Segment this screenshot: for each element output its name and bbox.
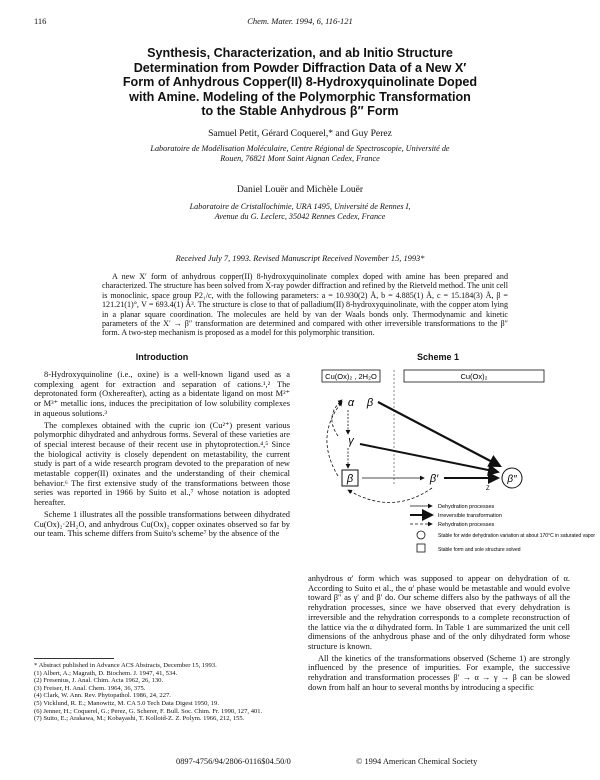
- affiliation-line: Avenue du G. Leclerc, 35042 Rennes Cedex, France: [214, 212, 386, 221]
- author-list-2: Daniel Louër and Michèle Louër: [236, 184, 364, 195]
- footnote: * Abstract published in Advance ACS Abstracts, December 15, 1993.: [34, 662, 217, 669]
- affiliation-line: Laboratoire de Cristallochimie, URA 1495, Université de Rennes I,: [189, 202, 411, 211]
- title-line: to the Stable Anhydrous β″ Form: [201, 104, 399, 119]
- arrow-alpha-beta-double-prime: [378, 402, 500, 466]
- copyright: © 1994 American Chemical Society: [356, 757, 478, 766]
- species-z: Z: [486, 486, 490, 492]
- col-label-dihydrated: Cu(Ox)₂ , 2H₂O: [325, 372, 377, 381]
- species-beta-prime: β′: [429, 473, 439, 485]
- arrow-gamma-beta-double-prime: [360, 444, 498, 472]
- footnote: (6) Jenner, H.; Coquerel, G.; Perez, G. Scherer, F. Bull. Soc. Chim. Fr. 1990, 127, 401.: [34, 707, 263, 715]
- legend-stable-circle: [417, 531, 425, 539]
- footnote: (2) Fresenius, J. Anal. Chim. Acta 1962, 26, 130.: [34, 677, 164, 685]
- footnotes: [34, 662, 290, 723]
- footnote: (7) Suito, E.; Arakawa, M.; Kobayashi, T. Kolloid-Z. Z. Polym. 1966, 212, 155.: [34, 715, 245, 723]
- species-beta-top: β: [366, 397, 374, 409]
- body-paragraph: All the kinetics of the transformations observed (Scheme 1) are strongly influenced by the presence of impurities. For example, the successive rehydration and transformation processes β′ → α → γ → β can be slowed down from half an hour to several months by introducing a specific: [308, 653, 570, 692]
- footnote: (4) Clark, W. Ann. Rev. Phytopathol. 1986, 24, 227.: [34, 692, 171, 700]
- title-line: Form of Anhydrous Copper(II) 8-Hydroxyquinolinate Doped: [122, 75, 478, 90]
- col-label-anhydrous: Cu(Ox)₂: [460, 372, 488, 381]
- title-line: with Amine. Modeling of the Polymorphic Transformation: [129, 89, 471, 104]
- article-code: 0897-4756/94/2806-0116$04.50/0: [176, 757, 291, 766]
- footnote: (3) Freiser, H. Anal. Chem. 1964, 36, 375.: [34, 684, 146, 692]
- body-paragraph: The complexes obtained with the cupric ion (Cu²⁺) present various polymorphic dihydrated and anhydrous forms. Several of these varieties are of special interest because of their recent use in phytoprotection.⁴,⁵ Since the biological activity is closely dependent on metastability, the current study is part of a wide research program devoted to the preparation of new metastable copper(II) oxinates and the understanding of their chemical behavior.⁶ The first extensive study of the transformations between those series was reported in 1966 by Suito et al.,⁷ whose notation is adopted hereafter.: [34, 420, 290, 508]
- legend-stable: Stable for wide dehydration variation at about 170°C in saturated vapor: [438, 533, 596, 539]
- received-dates: Received July 7, 1993. Revised Manuscript Received November 15, 1993*: [175, 254, 425, 263]
- right-column-body: [308, 574, 570, 694]
- affiliation-line: Laboratoire de Modélisation Moléculaire, Centre Régional de Spectroscopie, Université de: [150, 144, 450, 153]
- affiliation-1: [60, 144, 540, 164]
- legend-solved-box: [417, 544, 425, 552]
- journal-citation: Chem. Mater. 1994, 6, 116-121: [247, 16, 353, 26]
- body-paragraph: anhydrous α′ form which was supposed to appear on dehydration of α. According to Suito et al., the α′ phase would be metastable and would evolve toward β″ as γ′ and β′ do. Our scheme differs also by the pathways of all the rehydration processes, since we have observed that every dehydration is irreversible and the rehydration corresponds to a complete reconstruction of the lattice via the α dihydrated form. In Table 1 are summarized the unit cell dimensions of the anhydrous phase and of the only dihydrated form whose structure is known.: [308, 574, 570, 651]
- species-gamma: γ: [348, 435, 354, 447]
- body-paragraph: 8-Hydroxyquinoline (i.e., oxine) is a well-known ligand used as a complexing agent for extraction and separation of cations.¹,² The deprotonated form (Oxhereafter), acting as a bidentate ligand on most M²⁺ or M³⁺ metallic ions, induces the precipitation of low solubility complexes in aqueous solutions.³: [34, 370, 290, 418]
- title-line: Determination from Powder Diffraction Data of a New X′: [133, 60, 467, 75]
- scheme-1-diagram: [308, 366, 596, 556]
- scheme-svg: [308, 366, 596, 556]
- left-column: [34, 352, 290, 541]
- legend-irreversible: Irreversible transformation: [438, 513, 502, 519]
- legend-solved: Stable form and sole structure solved: [438, 547, 521, 553]
- legend-dehydration: Dehydration processes: [438, 504, 495, 510]
- title-line: Synthesis, Characterization, and ab Initio Structure: [147, 46, 453, 60]
- page-number: 116: [34, 16, 47, 26]
- legend-rehydration: Rehydration processes: [438, 522, 495, 528]
- scheme-heading: Scheme 1: [416, 352, 460, 362]
- arrow-rehydration-gamma: [332, 400, 342, 436]
- article-title: [70, 46, 530, 119]
- affiliation-line: Rouen, 76821 Mont Saint Aignan Cedex, France: [220, 154, 380, 163]
- author-list-1: Samuel Petit, Gérard Coquerel,* and Guy Perez: [208, 128, 392, 139]
- species-beta-double-prime: β″: [507, 474, 517, 485]
- body-paragraph: Scheme 1 illustrates all the possible transformations between dihydrated Cu(Ox)₂·2H₂O, and anhydrous Cu(Ox)₂ copper oxinates observed so far by our team. This scheme differs from Suito's scheme⁷ by the absence of the: [34, 509, 290, 539]
- affiliation-2: [60, 202, 540, 222]
- footnote: (1) Albert, A.; Magrath, D. Biochem. J. 1947, 41, 534.: [34, 669, 178, 677]
- footnote-rule: [34, 658, 114, 659]
- arrow-rehydration-beta-prime: [348, 488, 432, 503]
- species-beta-boxed: β: [346, 473, 354, 485]
- footnote: (5) Vicklund, R. E.; Manowitz, M. CA 5.0 Tech Data Digest 1950, 19.: [34, 699, 219, 707]
- species-alpha: α: [347, 397, 355, 409]
- abstract: A new X′ form of anhydrous copper(II) 8-hydroxyquinolinate complex doped with amine has been prepared and characterized. The structure has been solved from X-ray powder diffraction and refined by the Rietveld method. The unit cell is monoclinic, space group P2₁/c, with the following parameters: a = 10.930(2) Å, b = 4.885(1) Å, c = 15.184(3) Å, β = 121.21(1)°, V = 693.4(1) Å³. The structure is close to that of palladium(II) 8-hydroxyquinolinate, with the copper atom lying in a planar square coordination. The molecules are held by van der Waals bonds only. Thermodynamic and kinetic parameters of the X′ → β″ transformation are determined and compared with other irreversible transformations to the β″ form. A two-step mechanism is proposed as a model for this polymorphic transition.: [102, 272, 508, 338]
- section-heading-introduction: Introduction: [135, 352, 189, 362]
- page-header: [34, 16, 566, 30]
- arrow-rehydration-beta: [327, 402, 342, 476]
